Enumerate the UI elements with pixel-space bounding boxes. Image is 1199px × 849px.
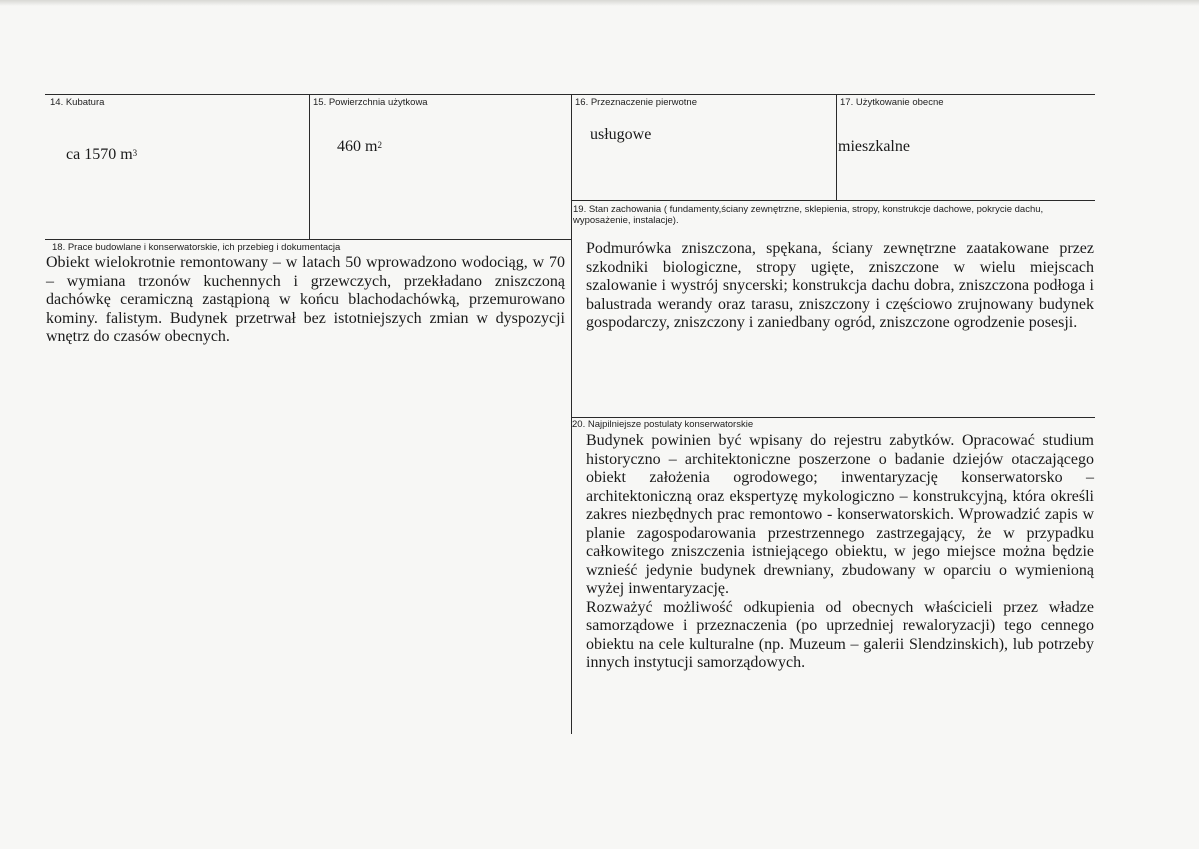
field-15-label: 15. Powierzchnia użytkowa (313, 97, 428, 108)
field-15-value-text: 460 m (337, 138, 378, 155)
field-19-text: Podmurówka zniszczona, spękana, ściany zewnętrzne zaatakowane przez szkodniki biologiczne, stropy ugięte, zniszczone w wielu miejscach szalowanie i wystrój snycerski; konstrukcja dachu dobra, zniszczona podłoga i balustrada werandy oraz tarasu, zniszczony i częściowo zrujnowany budynek gospodarczy, zniszczony i zaniedbany ogród, zniszczone ogrodzenie posesji. (586, 240, 1094, 331)
field-16-value: usługowe (590, 126, 652, 143)
field-14-unit-sup: 3 (132, 148, 138, 158)
field-16-label: 16. Przeznaczenie pierwotne (575, 97, 697, 108)
field-20-text (586, 432, 1094, 673)
rule-above-18 (45, 239, 571, 240)
field-15-unit-sup: 2 (377, 140, 382, 150)
field-20-paragraph-1: Budynek powinien być wpisany do rejestru zabytków. Opracować studium historyczno – architektoniczne poszerzone o badanie dziejów otaczającego obiekt założenia ogrodowego; inwentaryzację konserwatorsko – architektoniczną oraz ekspertyzę mykologiczno – konstrukcyjną, która określi zakres niezbędnych prac remontowo - konserwatorskich. Wprowadzić zapis w planie zagospodarowania przestrzennego zastrzegający, że w przypadku całkowitego zniszczenia istniejącego obiektu, w jego miejsce można będzie wznieść jedynie budynek drewniany, zbudowany w oparciu o wymienioną wyżej inwentaryzację. (586, 432, 1094, 597)
scan-edge (0, 0, 1199, 6)
field-15-value (337, 138, 382, 156)
field-14-label: 14. Kubatura (50, 97, 105, 108)
divider-14-15 (309, 94, 310, 240)
field-14-value-text: ca 1570 m (66, 146, 133, 163)
field-20-paragraph-2: Rozważyć możliwość odkupienia od obecnych właścicieli przez władze samorządowe i przeznaczenia (po uprzedniej rewaloryzacji) tego cennego obiektu na cele kulturalne (np. Muzeum – galerii Slendzinskich), lub potrzeby innych instytucji samorządowych. (586, 598, 1094, 671)
field-17-value: mieszkalne (838, 138, 910, 155)
top-rule (45, 94, 1095, 95)
field-18-text: Obiekt wielokrotnie remontowany – w latach 50 wprowadzono wodociąg, w 70 – wymiana trzonów kuchennych i grzewczych, przekładano zniszczoną dachówkę ceramiczną zastąpioną w końcu blachodachówką, przemurowano kominy. falistym. Budynek przetrwał bez istotniejszych zmian w dyspozycji wnętrz do czasów obecnych. (46, 254, 565, 345)
field-17-label: 17. Użytkowanie obecne (840, 97, 944, 108)
divider-main-vertical (571, 94, 572, 734)
divider-16-17 (836, 94, 837, 200)
field-14-value (66, 146, 137, 164)
field-19-label: 19. Stan zachowania ( fundamenty,ściany zewnętrzne, sklepienia, stropy, konstrukcje dachowe, pokrycie dachu, wyposażenie, instalacje). (573, 204, 1044, 226)
rule-above-19 (571, 200, 1095, 201)
field-20-label: 20. Najpilniejsze postulaty konserwatorskie (572, 419, 754, 430)
field-18-label: 18. Prace budowlane i konserwatorskie, ich przebieg i dokumentacja (52, 242, 341, 253)
rule-above-20 (571, 417, 1095, 418)
